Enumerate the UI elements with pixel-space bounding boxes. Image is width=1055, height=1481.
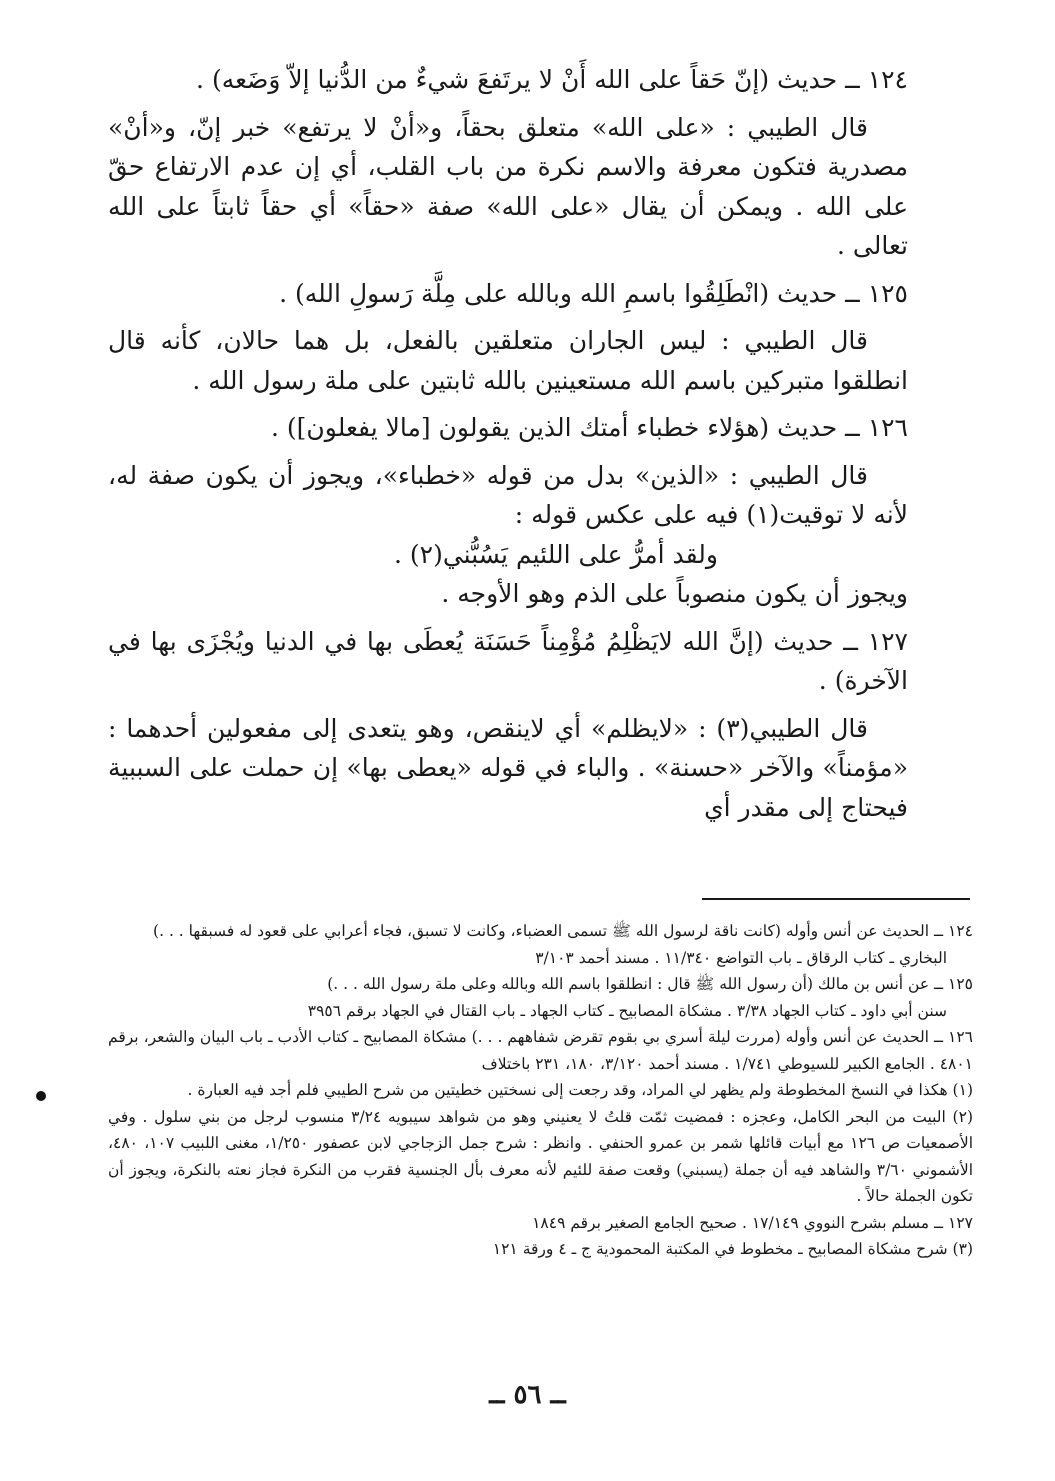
hadith-124: ١٢٤ ــ حديث (إنّ حَقاً على الله أَنْ لا يرتَفعَ شيءٌ من الدُّنيا إلاّ وَضَعه) . — [196, 65, 908, 94]
commentary-124: قال الطيبي : «على الله» متعلق بحقاً، و«أنْ لا يرتفع» خبر إنّ، و«أنْ» مصدرية فتكون معرفة والاسم نكرة من باب القلب، أي إن عدم الارتفاع حقّ على الله . ويمكن أن يقال «على الله» صفة «حقاً» أي حقاً ثابتاً على الله تعالى . — [108, 112, 908, 260]
page-number: ــ ٥٦ ــ — [489, 1380, 566, 1410]
main-text — [108, 60, 908, 835]
hadith-125: ١٢٥ ــ حديث (انْطَلِقُوا باسمِ الله وبالله على مِلَّة رَسولِ الله) . — [279, 278, 908, 308]
hadith-126: ١٢٦ ــ حديث (هؤلاء خطباء أمتك الذين يقولون [مالا يفعلون]) . — [271, 413, 908, 442]
footnote-125: ١٢٥ ــ عن أنس بن مالك (أن رسول الله ﷺ قال : انطلقوا باسم الله وبالله وعلى ملة رسول الله . . .) — [327, 975, 973, 993]
footnotes — [108, 918, 973, 1263]
footnote-separator — [702, 898, 970, 900]
footnote-note-3: (٣) شرح مشكاة المصابيح ـ مخطوط في المكتبة المحمودية ج ـ ٤ ورقة ١٢١ — [492, 1240, 973, 1258]
poetry-verse: ولقد أمرُّ على اللئيم يَسُبُّني(٢) . — [393, 539, 718, 569]
footnote-126: ١٢٦ ــ الحديث عن أنس وأوله (مررت ليلة أسري بي بقوم تقرض شفاههم . . .) مشكاة المصابيح ـ كتاب الأدب ـ باب البيان والشعر، برقم ٤٨٠١ . الجامع الكبير للسيوطي ١/٧٤١ . مسند أحمد ٣/١٢٠، ١٨٠، ٢٣١ باختلاف — [108, 1028, 973, 1073]
footnote-note-2: (٢) البيت من البحر الكامل، وعجزه : فمضيت ثمّت قلتُ لا يعنيني وهو من شواهد سيبويه ٣/٢٤ منسوب لرجل من بني سلول . وفي الأصمعيات ص ١٢٦ مع أبيات قائلها شمر بن عمرو الحنفي . وانظر : شرح جمل الزجاجي لابن عصفور ١/٢٥٠، مغنى اللبيب ١٠٧، ٤٨٠، الأشموني ٣/٦٠ والشاهد فيه أن جملة (يسبني) وقعت صفة للئيم لأنه معرف بأل الجنسية فقرب من النكرة فجاز نعته بالنكرة، ويجوز أن تكون الجملة حالاً . — [108, 1107, 974, 1205]
footnote-note-1: (١) هكذا في النسخ المخطوطة ولم يظهر لي المراد، وقد رجعت إلى نسختين خطيتين من شرح الطيبي فلم أجد فيه العبارة . — [187, 1081, 973, 1099]
footnote-127: ١٢٧ ــ مسلم بشرح النووي ١٧/١٤٩ . صحيح الجامع الصغير برقم ١٨٤٩ — [532, 1213, 973, 1232]
footnote-125-source: سنن أبي داود ـ كتاب الجهاد ٣/٣٨ . مشكاة المصابيح ـ كتاب الجهاد ـ باب القتال في الجهاد برقم ٣٩٥٦ — [307, 1001, 947, 1020]
footnote-124-source: البخاري ـ كتاب الرقاق ـ باب التواضع ١١/٣٤٠ . مسند أحمد ٣/١٠٣ — [535, 948, 947, 967]
commentary-126-continued: ويجوز أن يكون منصوباً على الذم وهو الأوجه . — [441, 579, 908, 608]
margin-dot — [36, 1091, 46, 1101]
commentary-125: قال الطيبي : ليس الجاران متعلقين بالفعل، بل هما حالان، كأنه قال انطلقوا متبركين باسم الله مستعينين بالله ثابتين على ملة رسول الله . — [108, 326, 908, 395]
commentary-126: قال الطيبي : «الذين» بدل من قوله «خطباء»، ويجوز أن يكون صفة له، لأنه لا توقيت(١) فيه على عكس قوله : — [108, 460, 908, 529]
commentary-127: قال الطيبي(٣) : «لايظلم» أي لاينقص، وهو يتعدى إلى مفعولين أحدهما : «مؤمناً» والآخر «حسنة» . والباء في قوله «يعطى بها» إن حملت على السببية فيحتاج إلى مقدر أي — [108, 713, 908, 822]
footnote-124: ١٢٤ ــ الحديث عن أنس وأوله (كانت ناقة لرسول الله ﷺ تسمى العضباء، وكانت لا تسبق، فجاء أعرابي على قعود له فسبقها . . .) — [153, 922, 973, 940]
hadith-127: ١٢٧ ــ حديث (إنَّ الله لايَظْلِمُ مُؤْمِناً حَسَنَة يُعطَى بها في الدنيا ويُجْزَى بها في الآخرة) . — [108, 626, 908, 695]
